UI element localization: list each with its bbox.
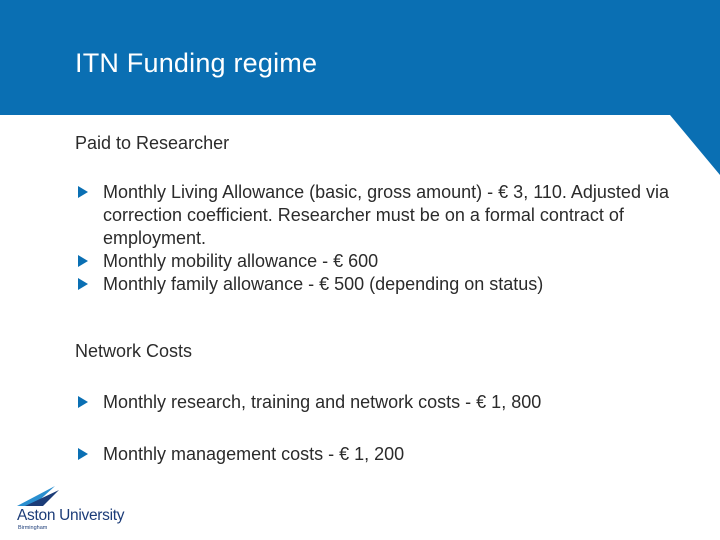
section-heading-network-costs: Network Costs xyxy=(75,341,193,361)
bullet-list-network-costs-2 xyxy=(75,443,675,466)
bullet-text: Monthly family allowance - € 500 (depending on status) xyxy=(103,274,544,294)
bullet-text: Monthly mobility allowance - € 600 xyxy=(103,251,379,271)
list-item xyxy=(75,273,675,296)
aston-university-logo xyxy=(15,484,135,534)
bullet-list-network-costs-1 xyxy=(75,391,675,414)
logo-tagline: Birmingham xyxy=(18,525,48,531)
triangle-right-icon xyxy=(78,186,88,198)
bullet-text: Monthly Living Allowance (basic, gross amount) - € 3, 110. Adjusted via correction coefficient. Researcher must be on a formal contract of employment. xyxy=(103,182,669,248)
list-item xyxy=(75,443,675,466)
logo-name: Aston University xyxy=(17,507,125,524)
list-item xyxy=(75,391,675,414)
triangle-right-icon xyxy=(78,396,88,408)
list-item xyxy=(75,250,675,273)
bullet-text: Monthly research, training and network costs - € 1, 800 xyxy=(103,392,542,412)
section-heading-paid-to-researcher: Paid to Researcher xyxy=(75,133,230,153)
triangle-right-icon xyxy=(78,278,88,290)
aston-swoosh-icon xyxy=(15,484,61,508)
triangle-right-icon xyxy=(78,255,88,267)
slide-title: ITN Funding regime xyxy=(75,48,318,78)
list-item xyxy=(75,181,675,250)
bullet-list-paid-to-researcher xyxy=(75,181,675,296)
triangle-right-icon xyxy=(78,448,88,460)
bullet-text: Monthly management costs - € 1, 200 xyxy=(103,444,405,464)
